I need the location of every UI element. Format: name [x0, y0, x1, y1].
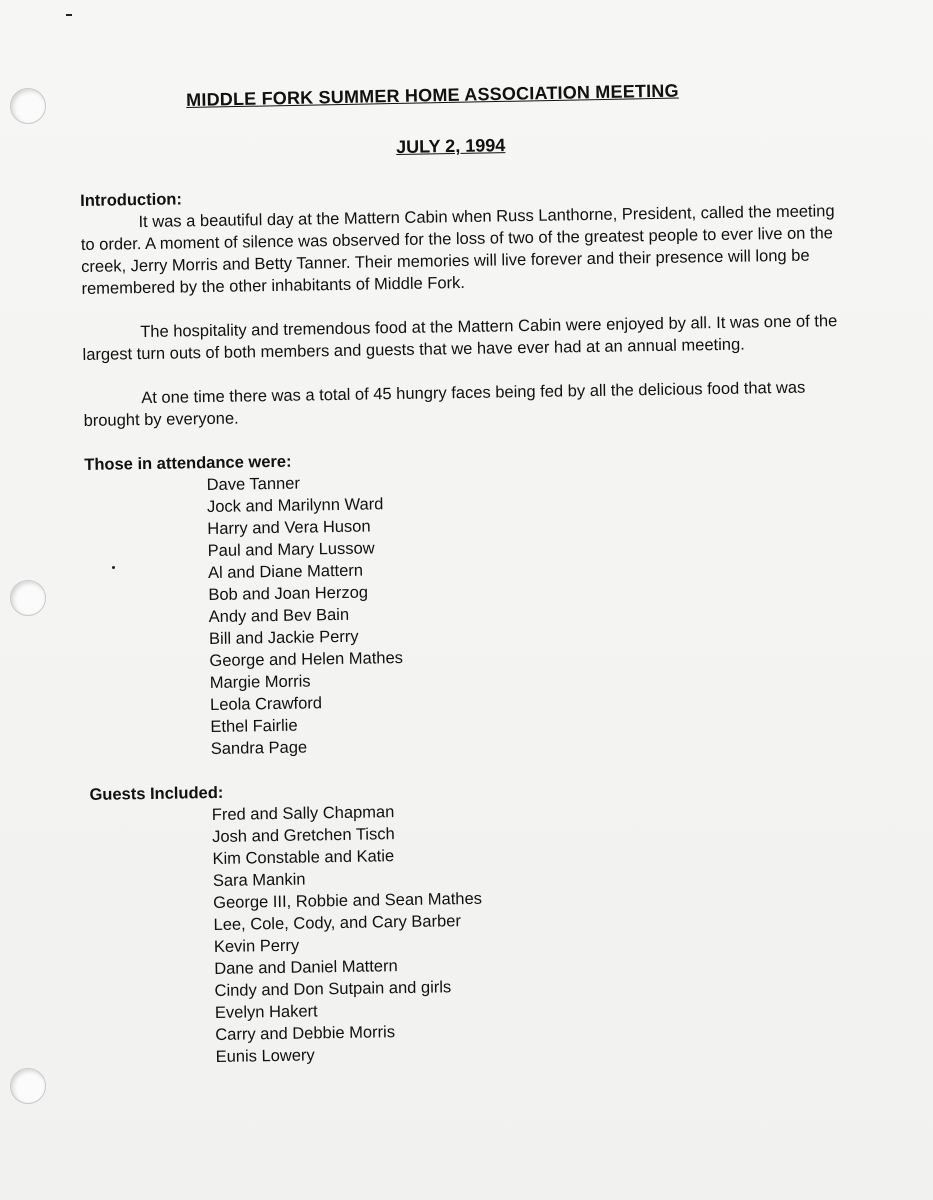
list-item: Bill and Jackie Perry — [208, 627, 359, 649]
binder-hole — [10, 580, 46, 616]
list-item: Harry and Vera Huson — [207, 517, 371, 539]
list-item: George III, Robbie and Sean Mathes — [213, 889, 483, 912]
introduction-heading: Introduction: — [80, 190, 183, 210]
guest-list — [90, 794, 854, 1070]
guests-heading: Guests Included: — [89, 783, 224, 804]
list-item: Fred and Sally Chapman — [211, 803, 395, 825]
binder-hole — [10, 88, 46, 124]
stray-mark — [66, 14, 72, 16]
list-item: Jock and Marilynn Ward — [206, 495, 384, 517]
list-item: Sara Mankin — [212, 870, 306, 890]
list-item: Kim Constable and Katie — [212, 847, 395, 868]
list-item: Leola Crawford — [209, 694, 323, 715]
list-item: Al and Diane Mattern — [207, 561, 364, 583]
document-body — [80, 178, 854, 1070]
list-item: George and Helen Mathes — [209, 648, 404, 671]
list-item: Kevin Perry — [213, 936, 300, 956]
list-item: Sandra Page — [210, 738, 308, 759]
list-item: Ethel Fairlie — [210, 716, 298, 737]
list-item: Cindy and Don Sutpain and girls — [214, 978, 452, 1000]
paragraph: It was a beautiful day at the Mattern Cabin when Russ Lanthorne, President, called the meeting to order. A moment of silence was observed for the loss of two of the greatest people to ever live on the creek, Jerry Morris and Betty Tanner. Their memories will live forever and their presence will long be remembered by the other inhabitants of Middle Fork. — [80, 202, 835, 298]
attendance-heading: Those in attendance were: — [84, 452, 292, 474]
list-item: Margie Morris — [209, 672, 311, 693]
paragraph: The hospitality and tremendous food at the Mattern Cabin were enjoyed by all. It was one of the largest turn outs of both members and guests that we have ever had at an annual meeting. — [82, 312, 838, 364]
list-item: Eunis Lowery — [215, 1046, 315, 1066]
list-item: Dane and Daniel Mattern — [214, 957, 398, 978]
list-item: Evelyn Hakert — [214, 1002, 318, 1022]
list-item: Carry and Debbie Morris — [215, 1023, 396, 1044]
binder-hole — [10, 1068, 46, 1104]
list-item: Lee, Cole, Cody, and Cary Barber — [213, 912, 462, 934]
list-item: Dave Tanner — [206, 474, 301, 495]
list-item: Bob and Joan Herzog — [208, 583, 369, 605]
document-title: MIDDLE FORK SUMMER HOME ASSOCIATION MEETING — [186, 80, 679, 110]
list-item: Paul and Mary Lussow — [207, 539, 375, 561]
list-item: Andy and Bev Bain — [208, 605, 350, 627]
paragraph: At one time there was a total of 45 hungry faces being fed by all the delicious food that was brought by everyone. — [83, 378, 806, 430]
list-item: Josh and Gretchen Tisch — [212, 825, 395, 847]
meeting-date: JULY 2, 1994 — [396, 135, 506, 157]
attendee-list — [84, 464, 848, 762]
